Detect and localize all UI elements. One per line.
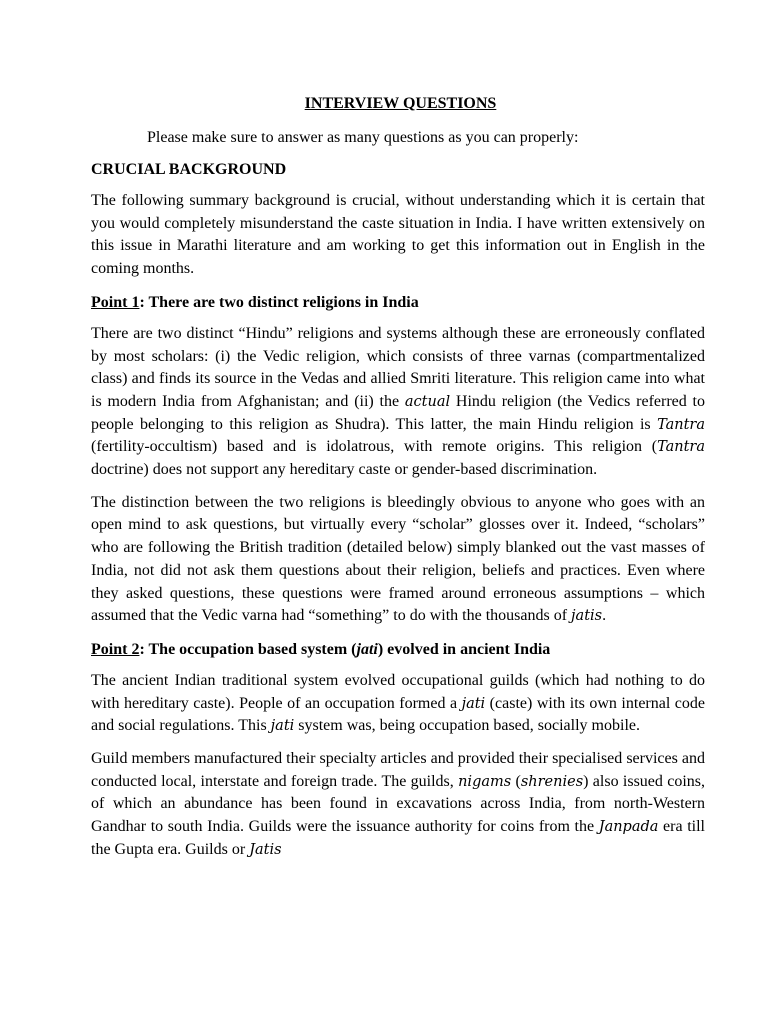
point1-paragraph-1 — [91, 323, 705, 482]
text-run: ( — [511, 772, 521, 790]
text-run: . — [602, 607, 607, 625]
text-run: system was, being occupation based, socially mobile. — [294, 717, 640, 735]
point1-heading-text: : There are two distinct religions in India — [139, 293, 419, 311]
section-heading-crucial-background: CRUCIAL BACKGROUND — [91, 161, 287, 178]
italic-term: Janpada — [598, 819, 659, 836]
italic-term: shrenies — [520, 773, 584, 790]
point1-paragraph-2 — [91, 492, 705, 628]
point2-paragraph-1 — [91, 670, 705, 738]
italic-term: actual — [404, 393, 451, 410]
italic-term: nigams — [458, 773, 512, 790]
point2-heading-italic: jati — [356, 640, 378, 658]
italic-term: Tantra — [657, 416, 705, 433]
text-run: Guild members manufactured their specialty articles and provided their specialised services and conducted local, interstate and foreign trade. The guilds, — [91, 750, 705, 790]
text-run: doctrine) does not support any hereditary caste or gender-based discrimination. — [91, 461, 598, 479]
point2-paragraph-2 — [91, 748, 705, 862]
point2-heading-text: : The occupation based system ( — [139, 640, 357, 658]
italic-term: jati — [461, 695, 486, 712]
point2-heading-text-end: ) evolved in ancient India — [377, 640, 551, 658]
italic-term: Jatis — [249, 841, 282, 858]
text-run: (fertility-occultism) based and is idolatrous, with remote origins. This religion ( — [91, 438, 658, 456]
text-run: There are two distinct “Hindu” religions and systems although these are erroneously conflated by most scholars: (i) the Vedic religion, which consists of three varnas (compartmentalized class) and finds its source in the Vedas and allied Smriti literature. This religion came into what is modern India from Afghanistan; and (ii) the — [91, 324, 705, 410]
point1-heading — [91, 291, 705, 314]
italic-term: jatis — [571, 608, 603, 625]
intro-paragraph: The following summary background is crucial, without understanding which it is certain that you would completely misunderstand the caste situation in India. I have written extensively on this issue in Marathi literature and am working to get this information out in English in the coming months. — [91, 192, 705, 278]
text-run: Hindu religion (the Vedics referred to people belonging to this religion as Shudra). This latter, the main Hindu religion is — [91, 392, 706, 433]
point2-heading — [91, 638, 705, 661]
point1-label: Point 1 — [91, 293, 140, 311]
text-run: The ancient Indian traditional system evolved occupational guilds (which had nothing to do with hereditary caste). People of an occupation formed a — [91, 671, 705, 712]
document-title: INTERVIEW QUESTIONS — [304, 95, 497, 112]
text-run: The distinction between the two religions is bleedingly obvious to anyone who goes with an open mind to ask questions, but virtually every “scholar” glosses over it. Indeed, “scholars” who are following the British tradition (detailed below) simply blanked out the vast masses of India, not did not ask them questions about their religion, beliefs and practices. Even where they asked questions, these questions were framed around erroneous assumptions – which assumed that the Vedic varna had “something” to do with the thousands of — [91, 493, 705, 625]
text-run: era till the Gupta era. Guilds or — [91, 818, 705, 858]
italic-term: jati — [270, 718, 295, 735]
text-run: ) also issued coins, of which an abundance has been found in excavations across India, from north-Western Gandhar to south India. Guilds were the issuance authority for coins from the — [91, 772, 705, 836]
italic-term: Tantra — [657, 439, 705, 456]
point2-label: Point 2 — [91, 640, 140, 658]
text-run: (caste) with its own internal code and social regulations. This — [91, 694, 706, 735]
instructions-line: Please make sure to answer as many questions as you can properly: — [147, 129, 579, 146]
